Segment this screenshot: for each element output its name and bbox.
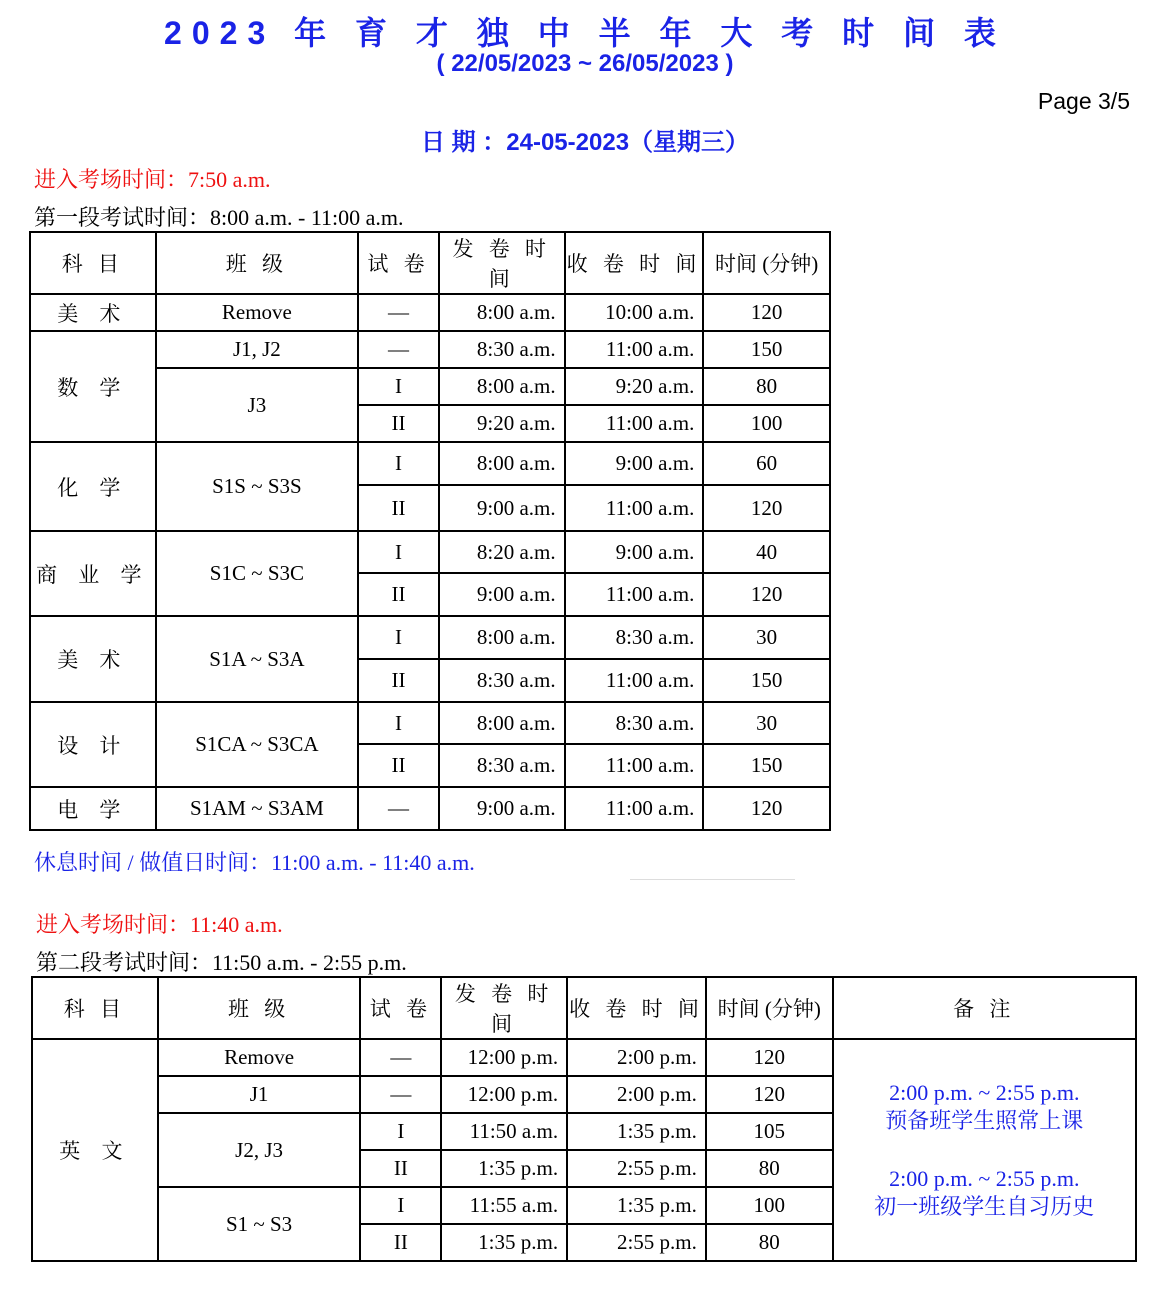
minutes-cell: 30	[703, 616, 830, 659]
start-cell: 12:00 p.m.	[441, 1076, 567, 1113]
end-cell: 9:00 a.m.	[565, 442, 704, 485]
start-cell: 11:55 a.m.	[441, 1187, 567, 1224]
end-cell: 2:55 p.m.	[567, 1224, 706, 1261]
end-cell: 11:00 a.m.	[565, 331, 704, 368]
start-cell: 8:20 a.m.	[439, 531, 565, 573]
header-end: 收 卷 时 间	[565, 232, 704, 294]
paper-cell: —	[360, 1076, 441, 1113]
end-cell: 11:00 a.m.	[565, 485, 704, 531]
session2-entry-time: 进入考场时间：11:40 a.m.	[36, 912, 283, 937]
remark-2-time: 2:00 p.m. ~ 2:55 p.m.	[889, 1166, 1080, 1191]
start-cell: 8:30 a.m.	[439, 331, 565, 368]
header-paper: 试 卷	[360, 977, 441, 1039]
class-cell: S1CA ~ S3CA	[156, 702, 359, 787]
paper-cell: II	[358, 573, 439, 616]
end-cell: 11:00 a.m.	[565, 659, 704, 702]
start-cell: 8:30 a.m.	[439, 659, 565, 702]
subject-cell: 设 计	[30, 702, 156, 787]
header-remarks: 备 注	[833, 977, 1136, 1039]
break-time: 休息时间 / 做值日时间：11:00 a.m. - 11:40 a.m.	[34, 850, 475, 875]
start-cell: 1:35 p.m.	[441, 1224, 567, 1261]
end-cell: 10:00 a.m.	[565, 294, 704, 331]
session1-entry-time: 进入考场时间：7:50 a.m.	[34, 167, 271, 192]
table-row	[32, 1039, 1136, 1076]
paper-cell: —	[358, 294, 439, 331]
minutes-cell: 120	[703, 485, 830, 531]
class-cell: J1	[158, 1076, 361, 1113]
subject-cell: 美 术	[30, 294, 156, 331]
paper-cell: II	[358, 485, 439, 531]
document-title: 2023 年 育 才 独 中 半 年 大 考 时 间 表	[164, 15, 1006, 51]
end-cell: 11:00 a.m.	[565, 405, 704, 442]
paper-cell: I	[360, 1113, 441, 1150]
end-cell: 2:55 p.m.	[567, 1150, 706, 1187]
start-cell: 11:50 a.m.	[441, 1113, 567, 1150]
subject-cell: 商 业 学	[30, 531, 156, 616]
start-cell: 8:00 a.m.	[439, 616, 565, 659]
subject-cell: 电 学	[30, 787, 156, 830]
minutes-cell: 40	[703, 531, 830, 573]
subject-cell: 化 学	[30, 442, 156, 531]
start-cell: 1:35 p.m.	[441, 1150, 567, 1187]
class-cell: S1S ~ S3S	[156, 442, 359, 531]
minutes-cell: 80	[706, 1224, 833, 1261]
minutes-cell: 30	[703, 702, 830, 744]
end-cell: 8:30 a.m.	[565, 616, 704, 659]
start-cell: 9:00 a.m.	[439, 485, 565, 531]
paper-cell: II	[360, 1224, 441, 1261]
minutes-cell: 120	[703, 573, 830, 616]
paper-cell: II	[358, 659, 439, 702]
class-cell: S1C ~ S3C	[156, 531, 359, 616]
header-class: 班 级	[158, 977, 361, 1039]
paper-cell: I	[358, 616, 439, 659]
start-cell: 8:00 a.m.	[439, 368, 565, 405]
session1-period: 第一段考试时间：8:00 a.m. - 11:00 a.m.	[34, 205, 404, 230]
class-cell: S1 ~ S3	[158, 1187, 361, 1261]
paper-cell: I	[358, 368, 439, 405]
table-row	[30, 787, 830, 830]
subject-cell: 英 文	[32, 1039, 158, 1261]
start-cell: 9:00 a.m.	[439, 573, 565, 616]
minutes-cell: 150	[703, 744, 830, 787]
paper-cell: —	[360, 1039, 441, 1076]
header-end: 收 卷 时 间	[567, 977, 706, 1039]
end-cell: 9:00 a.m.	[565, 531, 704, 573]
header-subject: 科 目	[30, 232, 156, 294]
header-minutes: 时间 (分钟)	[703, 232, 830, 294]
end-cell: 1:35 p.m.	[567, 1187, 706, 1224]
table-header-row	[30, 232, 830, 294]
paper-cell: I	[358, 442, 439, 485]
table-row	[30, 702, 830, 744]
end-cell: 11:00 a.m.	[565, 573, 704, 616]
session2-period: 第二段考试时间：11:50 a.m. - 2:55 p.m.	[36, 950, 407, 975]
subject-cell: 美 术	[30, 616, 156, 702]
paper-cell: I	[358, 531, 439, 573]
paper-cell: —	[358, 787, 439, 830]
table-row	[30, 616, 830, 659]
table-row	[30, 331, 830, 368]
start-cell: 8:00 a.m.	[439, 294, 565, 331]
paper-cell: I	[360, 1187, 441, 1224]
end-cell: 9:20 a.m.	[565, 368, 704, 405]
page-number: Page 3/5	[1037, 88, 1130, 114]
class-cell: S1A ~ S3A	[156, 616, 359, 702]
paper-cell: II	[358, 405, 439, 442]
remark-1-text: 预备班学生照常上课	[885, 1108, 1084, 1133]
end-cell: 11:00 a.m.	[565, 744, 704, 787]
minutes-cell: 80	[706, 1150, 833, 1187]
start-cell: 8:30 a.m.	[439, 744, 565, 787]
header-subject: 科 目	[32, 977, 158, 1039]
header-start: 发 卷 时 间	[439, 232, 565, 294]
paper-cell: I	[358, 702, 439, 744]
minutes-cell: 100	[706, 1187, 833, 1224]
end-cell: 1:35 p.m.	[567, 1113, 706, 1150]
start-cell: 9:20 a.m.	[439, 405, 565, 442]
minutes-cell: 60	[703, 442, 830, 485]
table-row	[30, 531, 830, 573]
header-paper: 试 卷	[358, 232, 439, 294]
subject-cell: 数 学	[30, 331, 156, 442]
session2-table	[31, 976, 1137, 1262]
minutes-cell: 150	[703, 331, 830, 368]
header-start: 发 卷 时 间	[441, 977, 567, 1039]
class-cell: Remove	[156, 294, 359, 331]
header-minutes: 时间 (分钟)	[706, 977, 833, 1039]
paper-cell: —	[358, 331, 439, 368]
end-cell: 2:00 p.m.	[567, 1039, 706, 1076]
date-range: ( 22/05/2023 ~ 26/05/2023 )	[436, 50, 734, 77]
end-cell: 8:30 a.m.	[565, 702, 704, 744]
minutes-cell: 150	[703, 659, 830, 702]
class-cell: J3	[156, 368, 359, 442]
start-cell: 9:00 a.m.	[439, 787, 565, 830]
divider	[630, 879, 795, 880]
minutes-cell: 80	[703, 368, 830, 405]
minutes-cell: 105	[706, 1113, 833, 1150]
minutes-cell: 120	[706, 1076, 833, 1113]
table-row	[30, 294, 830, 331]
class-cell: J1, J2	[156, 331, 359, 368]
minutes-cell: 120	[706, 1039, 833, 1076]
table-header-row	[32, 977, 1136, 1039]
end-cell: 11:00 a.m.	[565, 787, 704, 830]
paper-cell: II	[360, 1150, 441, 1187]
start-cell: 8:00 a.m.	[439, 702, 565, 744]
table-row	[30, 442, 830, 485]
session1-table	[29, 231, 831, 831]
remarks-cell	[833, 1039, 1136, 1261]
remark-2-text: 初一班级学生自习历史	[874, 1194, 1095, 1219]
exam-date: 日 期 ：24-05-2023（星期三）	[420, 129, 750, 156]
minutes-cell: 120	[703, 294, 830, 331]
end-cell: 2:00 p.m.	[567, 1076, 706, 1113]
header-class: 班 级	[156, 232, 359, 294]
remark-1-time: 2:00 p.m. ~ 2:55 p.m.	[889, 1080, 1080, 1105]
paper-cell: II	[358, 744, 439, 787]
class-cell: S1AM ~ S3AM	[156, 787, 359, 830]
start-cell: 12:00 p.m.	[441, 1039, 567, 1076]
class-cell: J2, J3	[158, 1113, 361, 1187]
class-cell: Remove	[158, 1039, 361, 1076]
minutes-cell: 120	[703, 787, 830, 830]
minutes-cell: 100	[703, 405, 830, 442]
start-cell: 8:00 a.m.	[439, 442, 565, 485]
